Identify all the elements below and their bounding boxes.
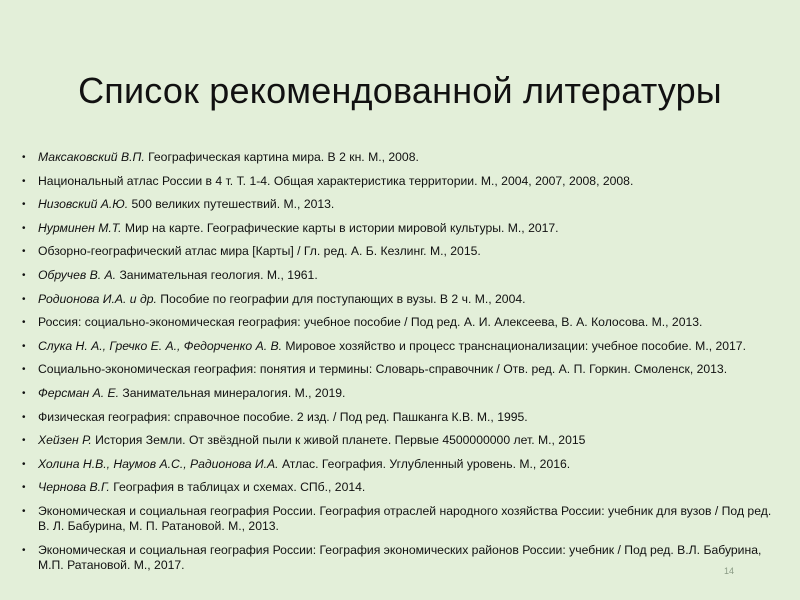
reference-item <box>20 410 780 425</box>
reference-item <box>20 339 780 354</box>
reference-text: Занимательная геология. М., 1961. <box>116 267 318 282</box>
reference-text: Национальный атлас России в 4 т. Т. 1-4. Общая характеристика территории. М., 2004, 2007, 2008, 2008. <box>38 173 634 188</box>
reference-item <box>20 480 780 495</box>
reference-item <box>20 386 780 401</box>
bullet-icon: • <box>22 246 26 258</box>
reference-author: Низовский А.Ю. <box>38 197 129 212</box>
reference-item <box>20 315 780 330</box>
bullet-icon: • <box>22 505 26 517</box>
reference-text: Социально-экономическая география: понятия и термины: Словарь-справочник / Отв. ред. А. П. Горкин. Смоленск, 2013. <box>38 362 728 377</box>
reference-text: 500 великих путешествий. М., 2013. <box>128 197 335 212</box>
reference-text: Географическая картина мира. В 2 кн. М., 2008. <box>144 150 419 164</box>
bullet-icon: • <box>22 482 26 494</box>
reference-author: Слука Н. А., Гречко Е. А., Федорченко А. В. <box>38 338 282 353</box>
bullet-icon: • <box>22 435 26 447</box>
reference-item <box>20 150 780 165</box>
bullet-icon: • <box>22 340 26 352</box>
reference-author: Чернова В.Г. <box>38 480 110 495</box>
reference-text: Физическая география: справочное пособие. 2 изд. / Под ред. Пашканга К.В. М., 1995. <box>38 409 528 424</box>
reference-text: Экономическая и социальная география России. География отраслей народного хозяйства России: учебник для вузов / Под ред. В. Л. Бабурина, М. П. Ратановой. М., 2013. <box>38 503 772 533</box>
reference-author: Обручев В. А. <box>38 267 117 282</box>
reference-item <box>20 292 780 307</box>
reference-text: География в таблицах и схемах. СПб., 2014. <box>109 480 366 495</box>
bullet-icon: • <box>22 269 26 281</box>
bullet-icon: • <box>22 293 26 305</box>
bullet-icon: • <box>22 544 26 556</box>
bullet-icon: • <box>22 317 26 329</box>
reference-item <box>20 362 780 377</box>
reference-item <box>20 197 780 212</box>
page-number: 14 <box>724 566 735 576</box>
reference-item <box>20 504 780 534</box>
reference-text: Атлас. География. Углубленный уровень. М., 2016. <box>278 456 571 471</box>
reference-text: Россия: социально-экономическая география: учебное пособие / Под ред. А. И. Алексеева, В. А. Колосова. М., 2013. <box>38 315 703 330</box>
reference-item <box>20 174 780 189</box>
reference-text: Обзорно-географический атлас мира [Карты] / Гл. ред. А. Б. Кезлинг. М., 2015. <box>38 244 481 259</box>
bullet-icon: • <box>22 199 26 211</box>
reference-author: Родионова И.А. и др. <box>38 291 157 306</box>
reference-list <box>20 150 780 581</box>
reference-text: Экономическая и социальная география России: География экономических районов России: учебник / Под ред. В.Л. Бабурина, М.П. Ратановой. М., 2017. <box>38 542 762 572</box>
reference-item <box>20 268 780 283</box>
reference-item <box>20 543 780 573</box>
reference-author: Максаковский В.П. <box>38 150 145 164</box>
reference-item <box>20 244 780 259</box>
reference-text: История Земли. От звёздной пыли к живой планете. Первые 4500000000 лет. М., 2015 <box>91 433 586 448</box>
reference-text: Пособие по географии для поступающих в вузы. В 2 ч. М., 2004. <box>156 291 526 306</box>
reference-author: Холина Н.В., Наумов А.С., Радионова И.А. <box>38 456 279 471</box>
reference-text: Занимательная минералогия. М., 2019. <box>118 385 346 400</box>
reference-author: Хейзен Р. <box>38 433 92 448</box>
bullet-icon: • <box>22 364 26 376</box>
reference-item <box>20 221 780 236</box>
reference-item <box>20 457 780 472</box>
reference-text: Мировое хозяйство и процесс транснационализации: учебное пособие. М., 2017. <box>282 338 746 353</box>
bullet-icon: • <box>22 175 26 187</box>
reference-text: Мир на карте. Географические карты в истории мировой культуры. М., 2017. <box>121 220 559 235</box>
bullet-icon: • <box>22 387 26 399</box>
reference-author: Ферсман А. Е. <box>38 385 119 400</box>
slide-title: Список рекомендованной литературы <box>78 70 722 111</box>
bullet-icon: • <box>22 458 26 470</box>
reference-author: Нурминен М.Т. <box>38 220 122 235</box>
bullet-icon: • <box>22 152 26 163</box>
bullet-icon: • <box>22 222 26 234</box>
bullet-icon: • <box>22 411 26 423</box>
reference-item <box>20 433 780 448</box>
